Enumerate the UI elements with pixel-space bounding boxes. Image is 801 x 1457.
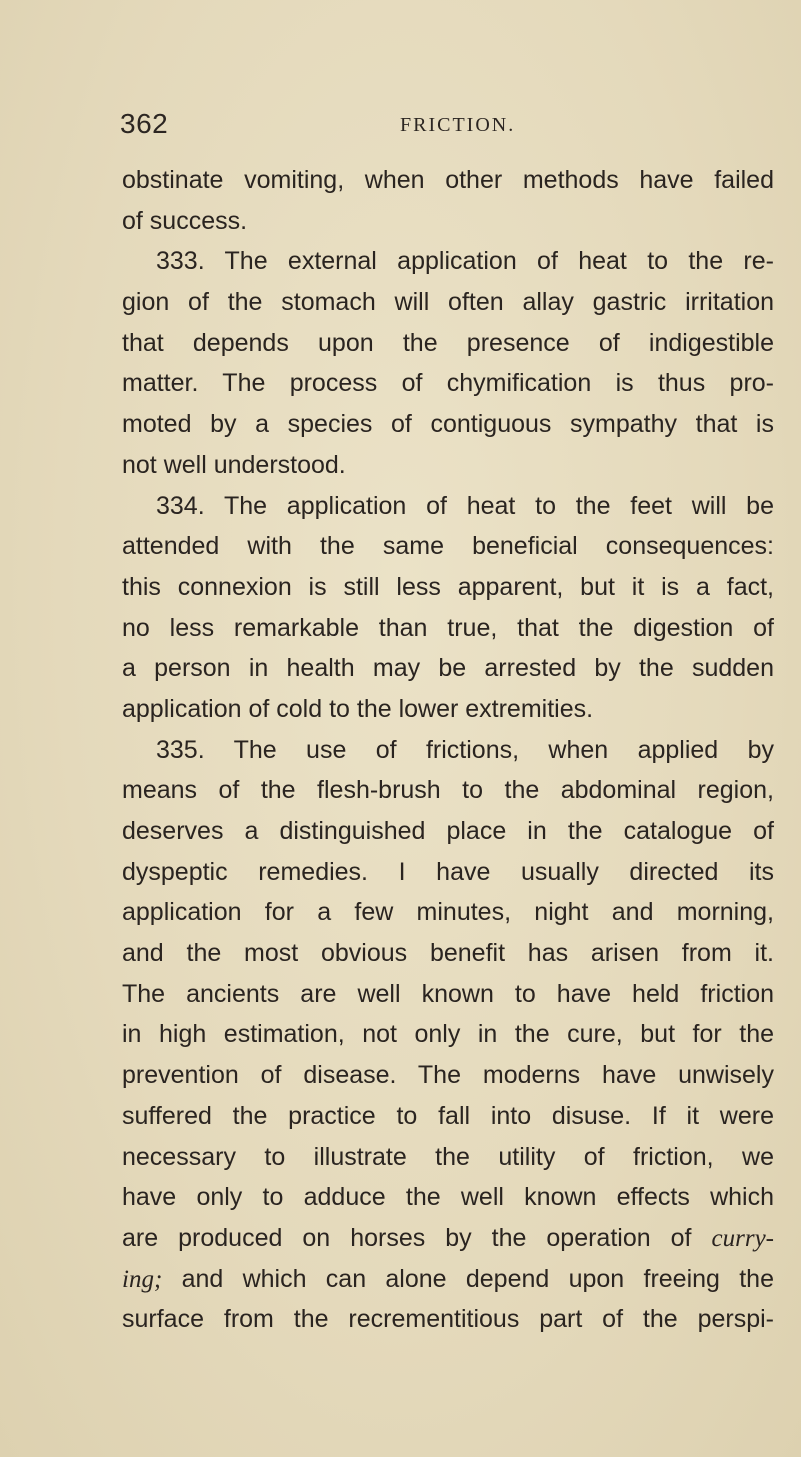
text-line: that depends upon the presence of indigestible xyxy=(122,328,774,357)
text-line: obstinate vomiting, when other methods have failed xyxy=(122,166,774,194)
text-line: gion of the stomach will often allay gastric irritation xyxy=(122,288,774,317)
text-segment: are produced on horses by the operation of xyxy=(122,1223,692,1252)
text-line: moted by a species of contiguous sympathy that is xyxy=(122,410,774,439)
text-line: application for a few minutes, night and morning, xyxy=(122,898,774,927)
paragraph-333-start: 333. The external application of heat to the re- xyxy=(156,247,774,276)
text-segment: and which can alone depend upon freeing the xyxy=(181,1264,774,1293)
page-number: 362 xyxy=(120,108,169,139)
text-line: not well understood. xyxy=(122,450,346,479)
text-line: in high estimation, not only in the cure, but for the xyxy=(122,1020,774,1049)
italic-word: curry- xyxy=(711,1224,774,1252)
text-line: deserves a distinguished place in the catalogue of xyxy=(122,817,774,845)
text-line: necessary to illustrate the utility of friction, we xyxy=(122,1142,774,1171)
text-line: suffered the practice to fall into disuse. If it were xyxy=(122,1101,774,1130)
text-line: means of the flesh-brush to the abdominal region, xyxy=(122,776,774,805)
text-line: a person in health may be arrested by the sudden xyxy=(122,654,774,683)
running-title: FRICTION. xyxy=(400,114,516,136)
running-head xyxy=(120,108,770,148)
text-line: surface from the recrementitious part of the perspi- xyxy=(122,1305,774,1334)
text-line: this connexion is still less apparent, but it is a fact, xyxy=(122,572,774,601)
text-line: no less remarkable than true, that the digestion of xyxy=(122,613,774,642)
text-line: of success. xyxy=(122,206,248,235)
text-line xyxy=(122,1218,774,1259)
paragraph-335-start: 335. The use of frictions, when applied by xyxy=(156,735,774,764)
text-line: The ancients are well known to have held friction xyxy=(122,979,774,1008)
text-line: application of cold to the lower extremities. xyxy=(122,694,594,723)
italic-word: ing; xyxy=(122,1265,163,1293)
text-line: and the most obvious benefit has arisen from it. xyxy=(122,939,774,968)
text-line xyxy=(122,1259,774,1300)
text-line: attended with the same beneficial consequences: xyxy=(122,532,774,561)
text-line: matter. The process of chymification is thus pro- xyxy=(122,369,774,398)
text-line: have only to adduce the well known effects which xyxy=(122,1183,774,1212)
body-text xyxy=(122,160,774,1340)
text-line: prevention of disease. The moderns have unwisely xyxy=(122,1061,774,1090)
text-line: dyspeptic remedies. I have usually directed its xyxy=(122,857,774,886)
paragraph-334-start: 334. The application of heat to the feet will be xyxy=(156,491,774,520)
